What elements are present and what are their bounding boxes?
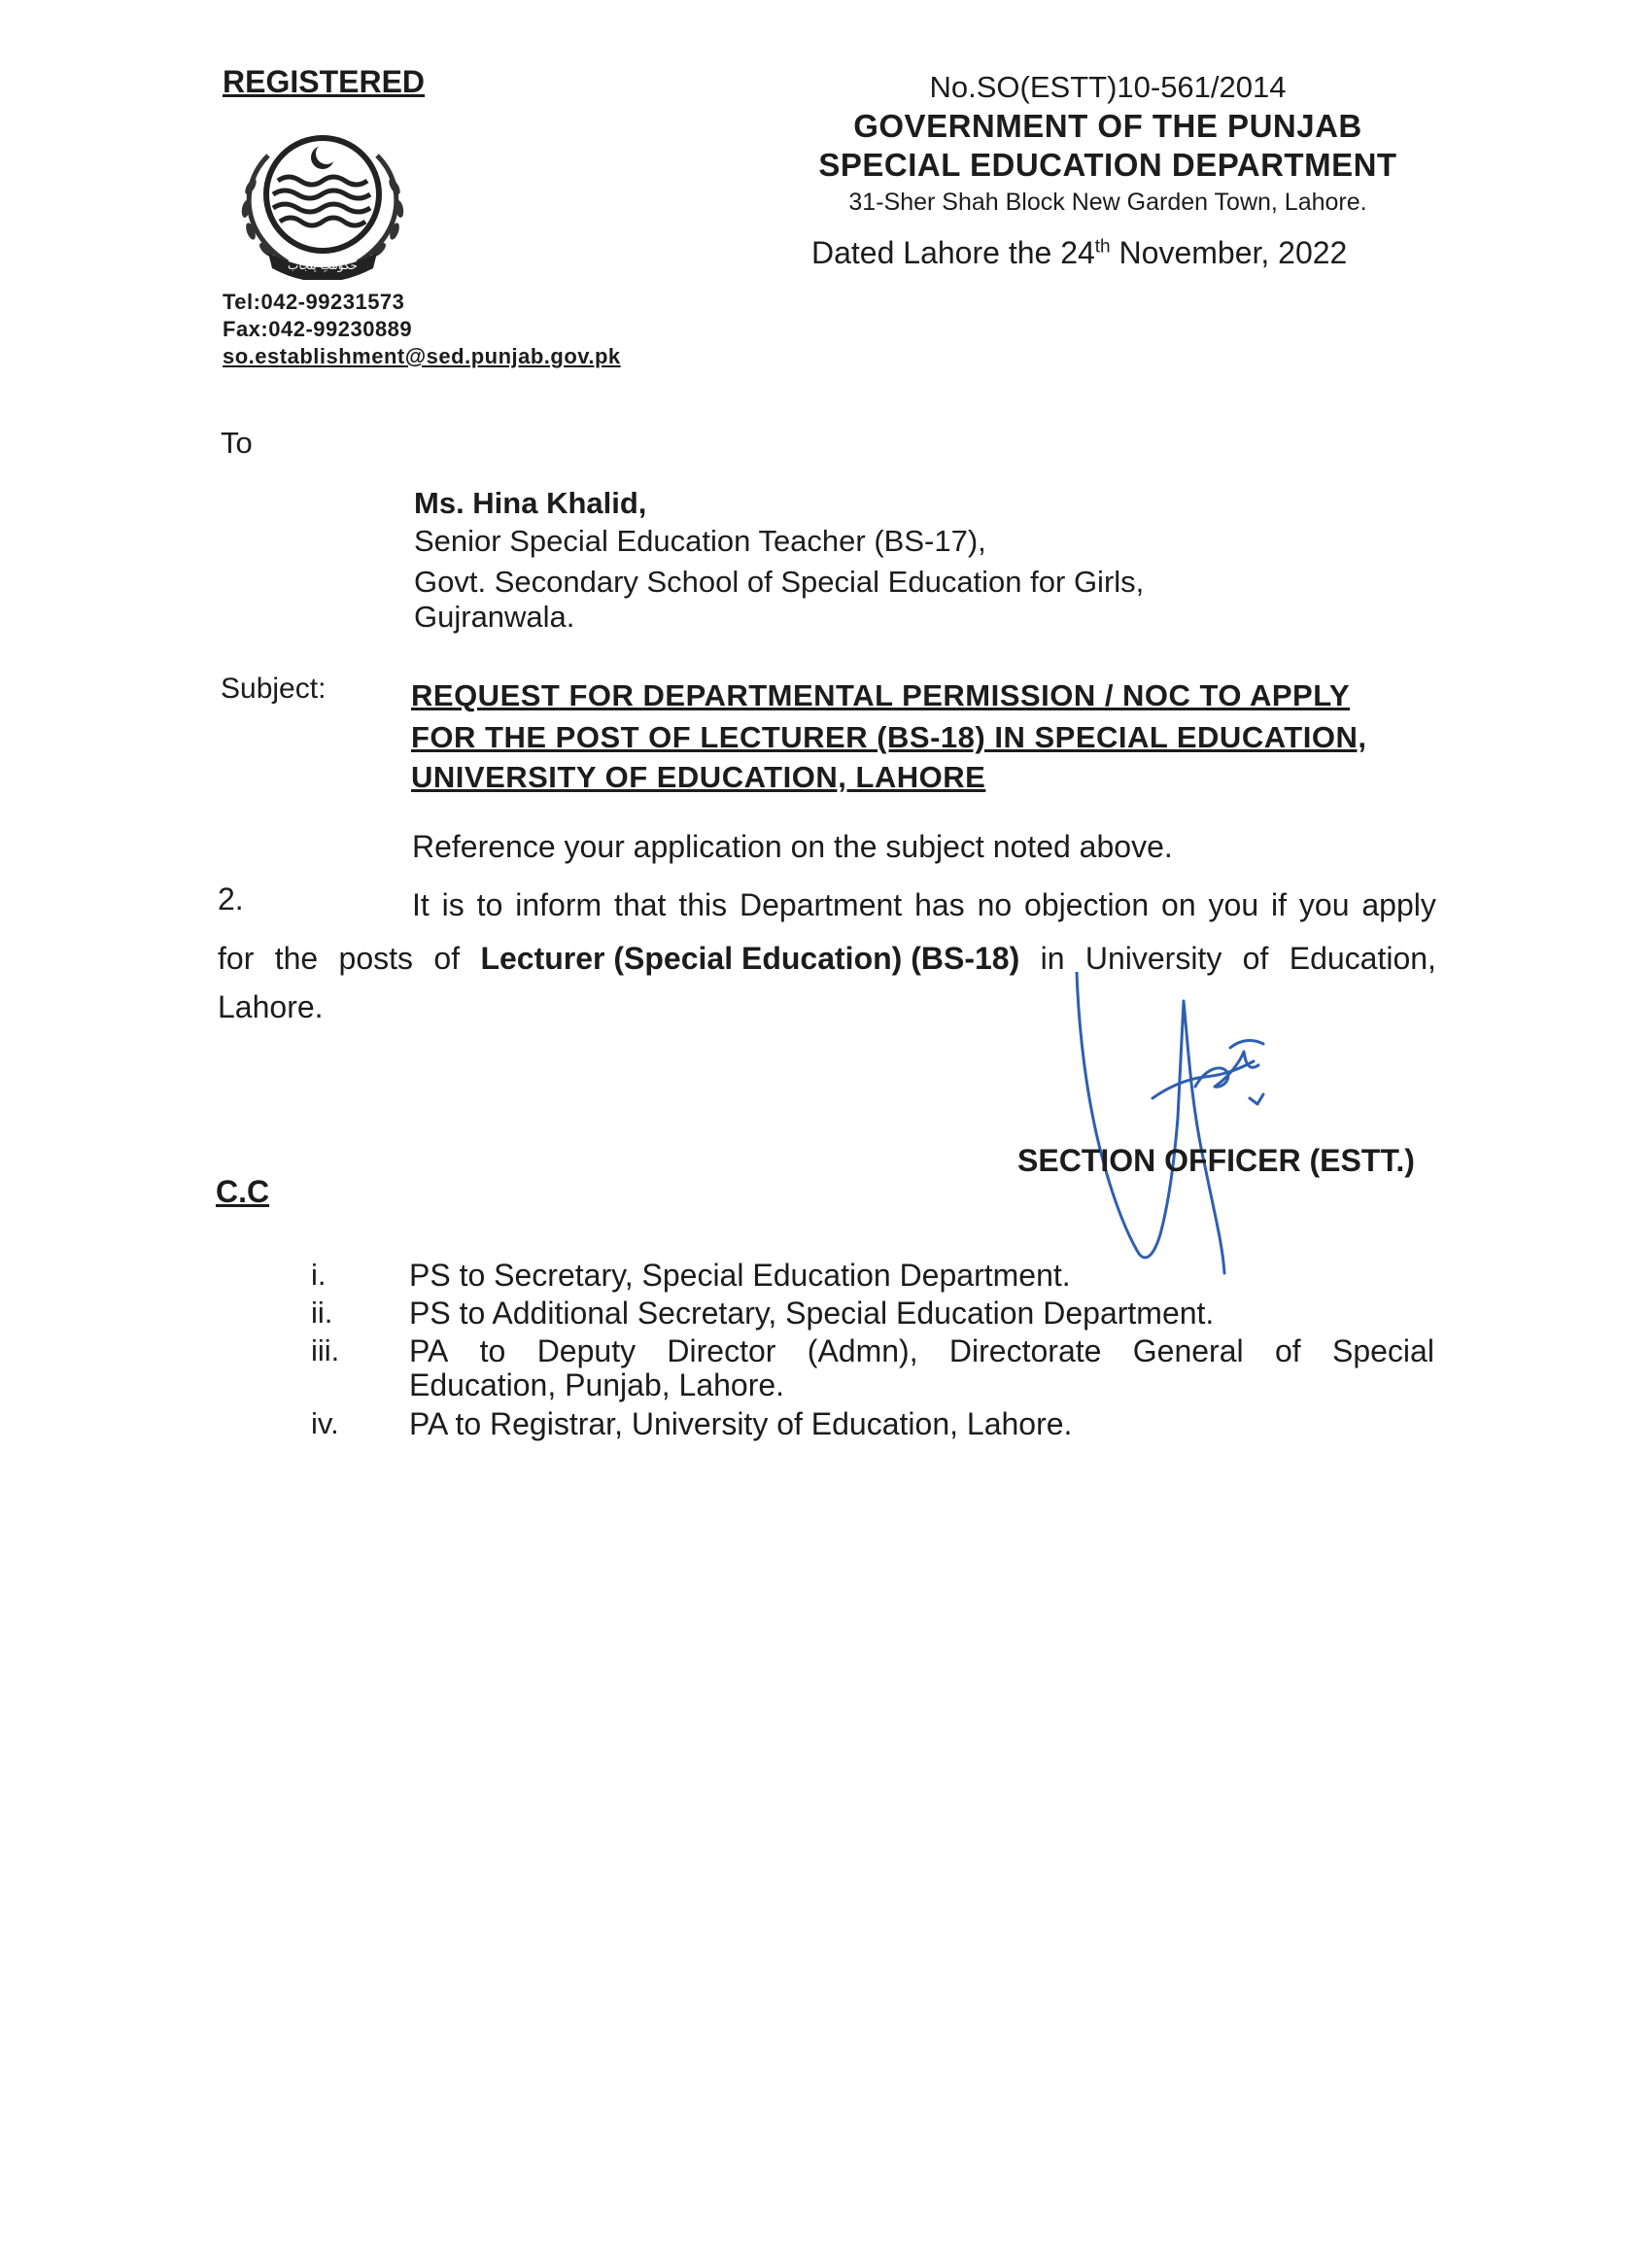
letter-date: Dated Lahore the 24th November, 2022 <box>811 235 1348 270</box>
cc-label: C.C <box>216 1174 270 1209</box>
word: objection <box>1024 887 1150 922</box>
word: if <box>1271 887 1287 922</box>
word: on <box>1161 887 1196 922</box>
cc-item-number: iii. <box>311 1333 340 1367</box>
government-heading: GOVERNMENT OF THE PUNJAB <box>853 108 1362 144</box>
word: to <box>479 1333 506 1368</box>
word: posts <box>338 941 414 976</box>
cc-item-text: PS to Additional Secretary, Special Education Department. <box>409 1296 1215 1331</box>
word: inform <box>515 887 602 922</box>
recipient-designation: Senior Special Education Teacher (BS-17), <box>414 524 986 558</box>
word: Department <box>740 887 903 922</box>
cc-item-number: i. <box>311 1258 327 1292</box>
paragraph-line-3: Lahore. <box>218 989 324 1024</box>
word: is <box>441 887 465 922</box>
word: Director <box>667 1333 776 1368</box>
word: apply <box>1361 887 1436 922</box>
cc-item-text: PA to Registrar, University of Education, Lahore. <box>409 1406 1073 1441</box>
word: in <box>1040 941 1065 976</box>
cc-item-text-continued: Education, Punjab, Lahore. <box>409 1367 785 1402</box>
subject-line-1: REQUEST FOR DEPARTMENTAL PERMISSION / NOC TO APPLY <box>411 678 1351 712</box>
word: to <box>476 887 503 922</box>
paragraph-number: 2. <box>218 882 244 916</box>
word: Education, <box>1289 941 1436 976</box>
word: Directorate <box>948 1333 1102 1368</box>
subject-line-3: UNIVERSITY OF EDUCATION, LAHORE <box>411 760 986 794</box>
cc-item-number: iv. <box>311 1406 339 1440</box>
handwritten-signature <box>1059 972 1292 1283</box>
to-label: To <box>221 426 253 460</box>
word: this <box>678 887 728 922</box>
word: has <box>914 887 965 922</box>
word: of <box>433 941 461 976</box>
word: Special <box>1331 1333 1434 1368</box>
word: no <box>977 887 1013 922</box>
word: University <box>1084 941 1222 976</box>
word: you <box>1208 887 1259 922</box>
paragraph-line-1 <box>412 887 1436 923</box>
telephone-number: Tel:042-99231573 <box>223 290 405 314</box>
recipient-name: Ms. Hina Khalid, <box>414 486 647 520</box>
subject-line-2: FOR THE POST OF LECTURER (BS-18) IN SPECIAL EDUCATION, <box>411 720 1367 754</box>
department-address: 31-Sher Shah Block New Garden Town, Lahore. <box>848 189 1367 216</box>
word: the <box>274 941 319 976</box>
recipient-city: Gujranwala. <box>414 600 575 634</box>
word: of <box>1242 941 1269 976</box>
word: It <box>412 887 430 922</box>
word: PA <box>409 1333 449 1368</box>
word: you <box>1298 887 1350 922</box>
recipient-school: Govt. Secondary School of Special Education for Girls, <box>414 565 1145 599</box>
reference-sentence: Reference your application on the subject noted above. <box>412 829 1173 864</box>
cc-item-text <box>409 1333 1434 1369</box>
reference-number: No.SO(ESTT)10-561/2014 <box>929 70 1287 104</box>
word: that <box>614 887 667 922</box>
punjab-government-logo <box>229 117 416 280</box>
signatory-title: SECTION OFFICER (ESTT.) <box>1017 1143 1415 1178</box>
cc-item-number: ii. <box>311 1296 333 1330</box>
registered-label: REGISTERED <box>223 64 426 99</box>
svg-text:حکومتِ پنجاب: حکومتِ پنجاب <box>288 259 358 272</box>
email-address[interactable]: so.establishment@sed.punjab.gov.pk <box>223 344 621 368</box>
word: of <box>1274 1333 1301 1368</box>
subject-label: Subject: <box>221 673 327 705</box>
word: (Admn), <box>807 1333 918 1368</box>
word: General <box>1132 1333 1244 1368</box>
department-heading: SPECIAL EDUCATION DEPARTMENT <box>818 147 1397 183</box>
post-title-bold: Lecturer (Special Education) (BS-18) <box>480 941 1020 976</box>
word: Deputy <box>536 1333 637 1368</box>
fax-number: Fax:042-99230889 <box>223 317 413 341</box>
word: for <box>218 941 255 976</box>
cc-item-text: PS to Secretary, Special Education Department. <box>409 1258 1071 1293</box>
